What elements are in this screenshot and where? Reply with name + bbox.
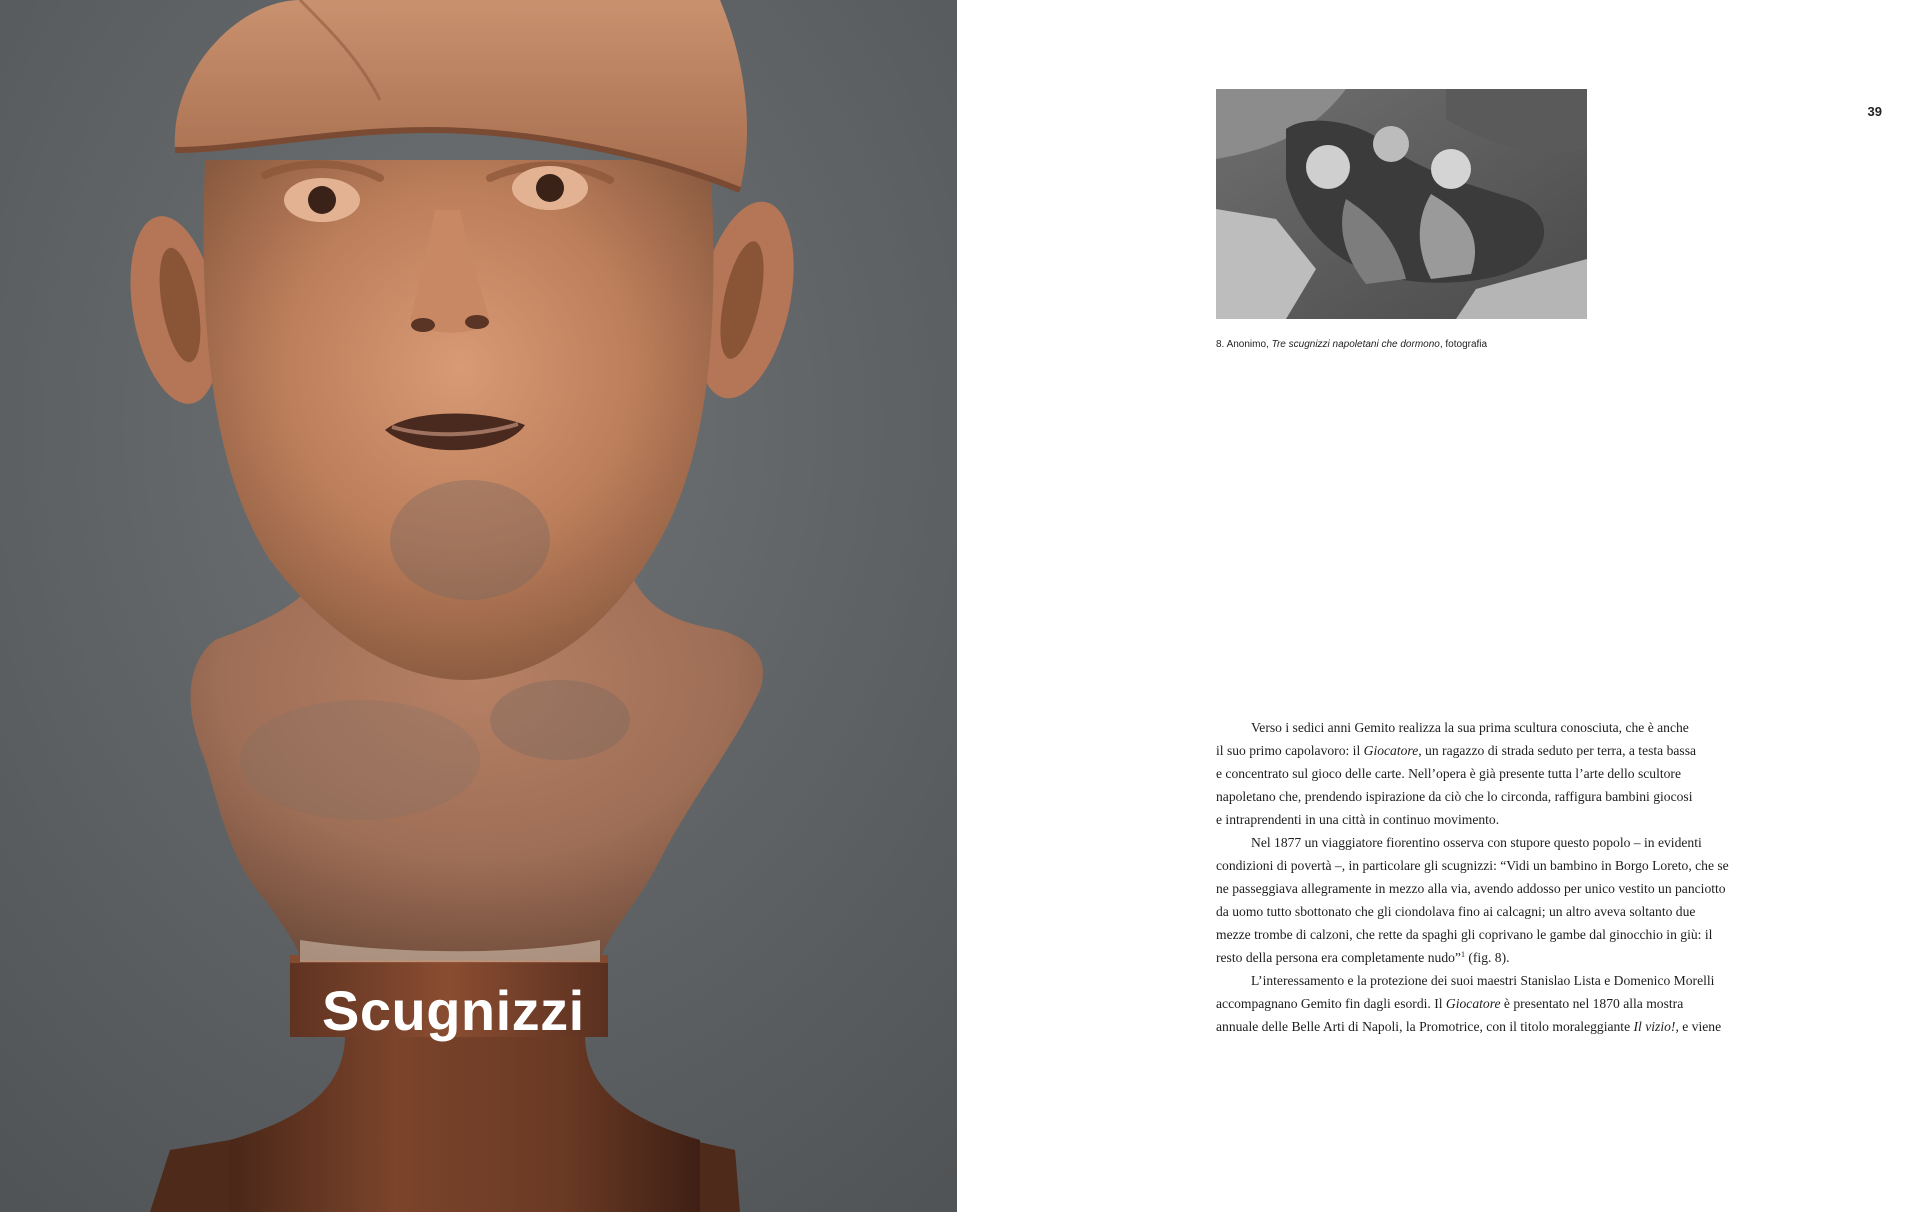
chapter-title: Scugnizzi [322, 979, 585, 1042]
paragraph-2-line-2: condizioni di povertà –, in particolare gli scugnizzi: “Vidi un bambino in Borgo Loreto, che se [1216, 858, 1729, 873]
figure-caption [1216, 339, 1487, 350]
page-number: 39 [1867, 104, 1882, 119]
paragraph-2-line-6: resto della persona era completamente nudo”$^1$ (fig. 8). [1216, 950, 1510, 965]
caption-prefix: 8. Anonimo, [1216, 339, 1272, 350]
paragraph-3-line-3: annuale delle Belle Arti di Napoli, la Promotrice, con il titolo moraleggiante Il vizio!, e viene [1216, 1019, 1722, 1034]
paragraph-1-line-2: il suo primo capolavoro: il Giocatore, un ragazzo di strada seduto per terra, a testa bassa [1216, 743, 1697, 758]
caption-suffix: , fotografia [1439, 339, 1488, 350]
paragraph-2-line-4: da uomo tutto sbottonato che gli ciondolava fino ai calcagni; un altro aveva soltanto due [1216, 904, 1696, 919]
paragraph-2-line-3: ne passeggiava allegramente in mezzo alla via, avendo addosso per unico vestito un panciotto [1216, 881, 1726, 896]
footnote-ref: 1 [1460, 950, 1465, 959]
figure-photo [1216, 89, 1587, 319]
sleeping-children-photo [1216, 89, 1587, 319]
paragraph-1-line-3: e concentrato sul gioco delle carte. Nell’opera è già presente tutta l’arte dello scultore [1216, 766, 1681, 781]
paragraph-1-line-4: napoletano che, prendendo ispirazione da ciò che lo circonda, raffigura bambini giocosi [1216, 789, 1693, 804]
paragraph-1-line-1: Verso i sedici anni Gemito realizza la sua prima scultura conosciuta, che è anche [1251, 720, 1689, 735]
paragraph-1-line-5: e intraprendenti in una città in continuo movimento. [1216, 812, 1500, 827]
body-text [1216, 716, 1756, 1038]
paragraph-3-line-2: accompagnano Gemito fin dagli esordi. Il Giocatore è presentato nel 1870 alla mostra [1216, 996, 1684, 1011]
caption-title: Tre scugnizzi napoletani che dormono [1271, 339, 1440, 350]
paragraph-3-line-1: L’interessamento e la protezione dei suoi maestri Stanislao Lista e Domenico Morelli [1251, 973, 1715, 988]
paragraph-2-line-1: Nel 1877 un viaggiatore fiorentino osserva con stupore questo popolo – in evidenti [1251, 835, 1702, 850]
paragraph-2-line-5: mezze trombe di calzoni, che rette da spaghi gli coprivano le gambe dal ginocchio in giù: il [1216, 927, 1713, 942]
right-page [957, 0, 1908, 1212]
